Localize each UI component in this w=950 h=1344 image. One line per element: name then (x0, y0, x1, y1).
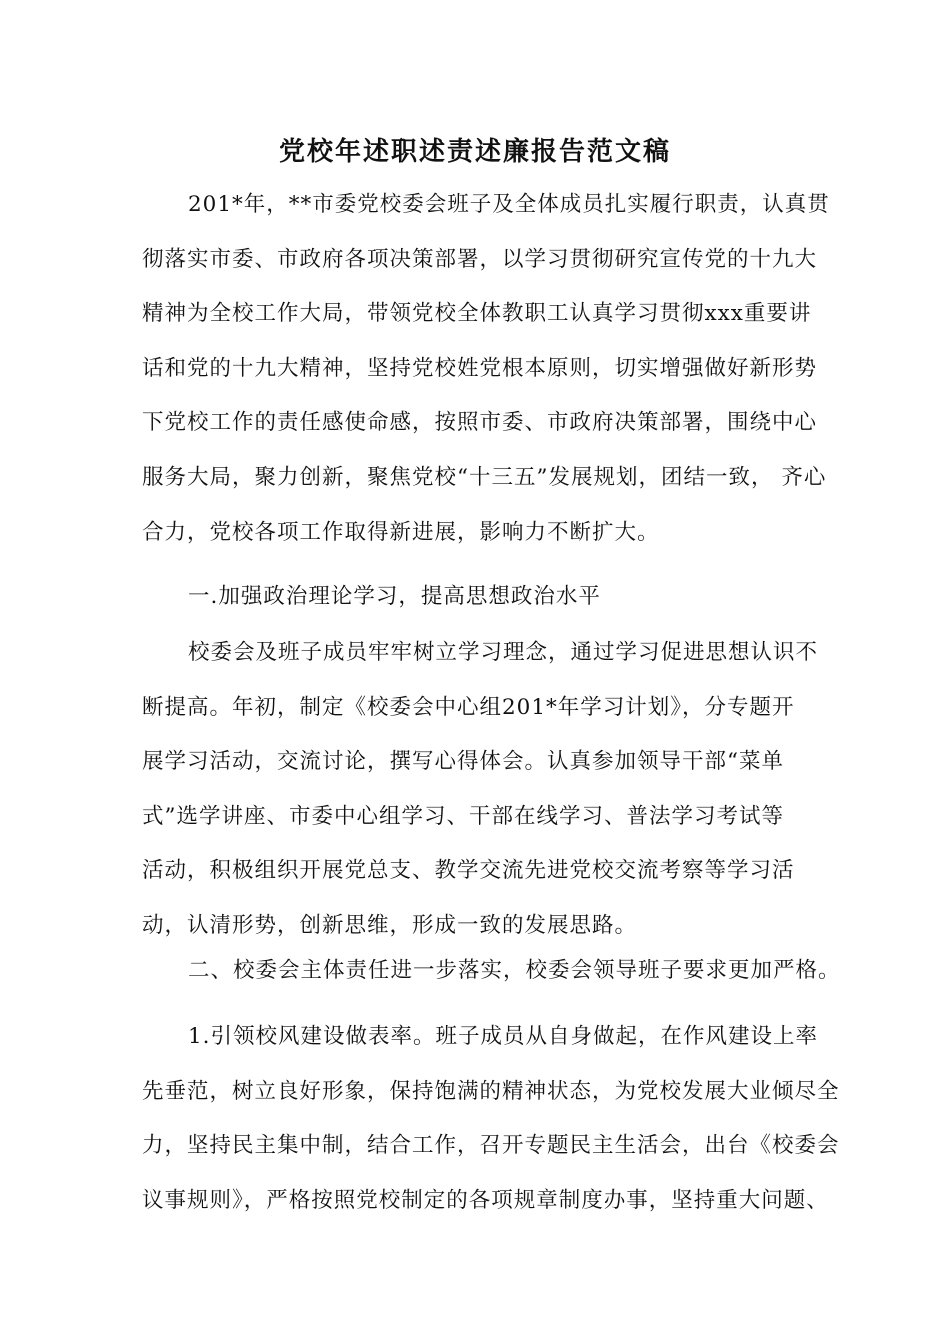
paragraph-line: 彻落实市委、市政府各项决策部署，以学习贯彻研究宣传党的十九大 (142, 246, 818, 272)
paragraph-intro (142, 178, 830, 560)
paragraph-line: 精神为全校工作大局，带领党校全体教职工认真学习贯彻xxx重要讲 (142, 301, 812, 327)
paragraph-line: 动，认清形势，创新思维，形成一致的发展思路。 (142, 912, 638, 938)
paragraph-line: 式”选学讲座、市委中心组学习、干部在线学习、普法学习考试等 (142, 803, 784, 829)
heading-line: 二、校委会主体责任进一步落实，校委会领导班子要求更加严格。 (188, 958, 841, 983)
section-heading-1 (142, 570, 822, 625)
paragraph-line: 201*年，**市委党校委会班子及全体成员扎实履行职责，认真贯 (188, 192, 830, 217)
paragraph-line: 服务大局，聚力创新，聚焦党校“十三五”发展规划，团结一致， 齐心 (142, 464, 827, 490)
paragraph-line: 1.引领校风建设做表率。班子成员从自身做起，在作风建设上率 (188, 1024, 819, 1049)
paragraph-responsibility (142, 1010, 840, 1228)
paragraph-line: 议事规则》，严格按照党校制定的各项规章制度办事，坚持重大问题、 (142, 1187, 829, 1213)
paragraph-line: 合力，党校各项工作取得新进展，影响力不断扩大。 (142, 519, 660, 545)
paragraph-line: 展学习活动，交流讨论，撰写心得体会。认真参加领导干部“菜单 (142, 749, 784, 775)
section-heading-2 (142, 944, 841, 999)
document-title: 党校年述职述责述廉报告范文稿 (278, 137, 671, 167)
heading-line: 一.加强政治理论学习，提高思想政治水平 (188, 584, 601, 609)
paragraph-line: 下党校工作的责任感使命感，按照市委、市政府决策部署，围绕中心 (142, 410, 818, 436)
paragraph-line: 力，坚持民主集中制，结合工作，召开专题民主生活会，出台《校委会 (142, 1133, 840, 1159)
paragraph-line: 先垂范，树立良好形象，保持饱满的精神状态，为党校发展大业倾尽全 (142, 1078, 840, 1104)
paragraph-line: 校委会及班子成员牢牢树立学习理念，通过学习促进思想认识不 (188, 640, 819, 665)
paragraph-study (142, 626, 822, 954)
paragraph-line: 活动，积极组织开展党总支、教学交流先进党校交流考察等学习活 (142, 858, 795, 884)
paragraph-line: 话和党的十九大精神，坚持党校姓党根本原则，切实增强做好新形势 (142, 355, 818, 381)
paragraph-line: 断提高。年初，制定《校委会中心组201*年学习计划》，分专题开 (142, 694, 795, 720)
